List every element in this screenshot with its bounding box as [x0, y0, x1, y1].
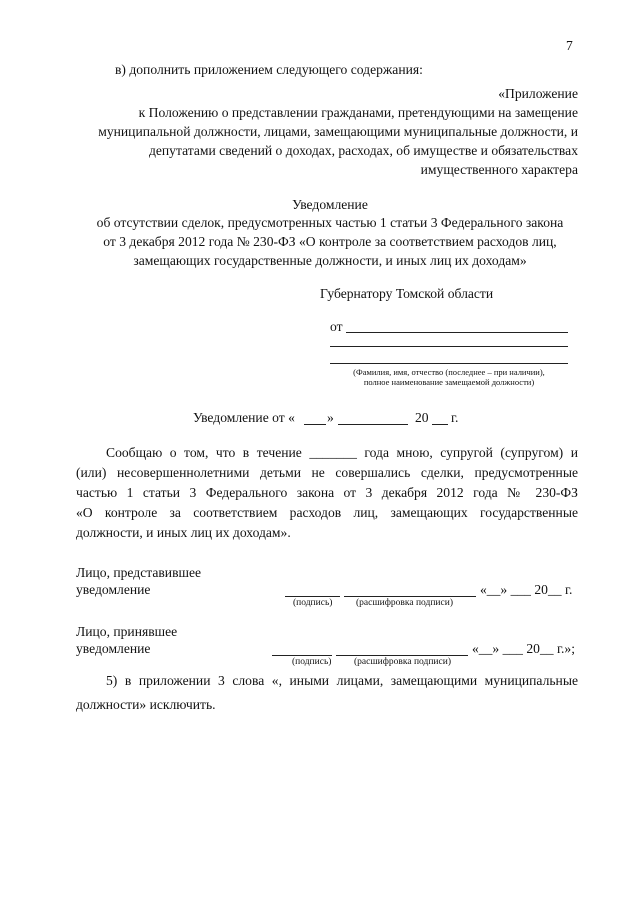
from-caption-line-1: (Фамилия, имя, отчество (последнее – при наличии),	[353, 367, 545, 377]
appendix-header-line-1: «Приложение	[498, 86, 578, 101]
body-line-3: частью 1 статьи 3 Федерального закона от 3 декабря 2012 года № 230-ФЗ	[76, 485, 578, 500]
sign2-label-line-2: уведомление	[76, 641, 151, 656]
final-line-1: 5) в приложении 3 слова «, иными лицами, замещающими муниципальные	[106, 673, 578, 688]
sign1-decoding-line	[344, 596, 476, 597]
addressee: Губернатору Томской области	[320, 286, 494, 301]
from-fill-line-3	[330, 363, 568, 364]
from-fill-line-1	[346, 332, 568, 333]
sign1-label-line-2: уведомление	[76, 582, 151, 597]
sign2-caption-decoding: (расшифровка подписи)	[354, 657, 451, 667]
sign1-caption-signature: (подпись)	[293, 598, 333, 608]
body-line-2: (или) несовершеннолетними детьми не совершались сделки, предусмотренные	[76, 465, 578, 480]
document-title: Уведомление	[292, 197, 368, 212]
sign1-caption-decoding: (расшифровка подписи)	[356, 598, 453, 608]
appendix-header-line-3: муниципальной должности, лицами, замещающими муниципальные должности, и	[98, 124, 578, 139]
body-line-5: должности, и иных лиц их доходам».	[76, 525, 291, 540]
notice-year-label: 20	[415, 410, 429, 425]
notice-year-blank	[432, 424, 448, 425]
body-line-4: «О контроле за соответствием расходов лиц, замещающих государственные	[76, 505, 578, 520]
appendix-header-line-5: имущественного характера	[420, 162, 578, 177]
sign2-label-line-1: Лицо, принявшее	[76, 624, 178, 639]
notice-date-close-quote: »	[327, 410, 334, 425]
document-subtitle-line-1: об отсутствии сделок, предусмотренных частью 1 статьи 3 Федерального закона	[96, 215, 564, 230]
from-fill-line-2	[330, 346, 568, 347]
sign2-decoding-line	[336, 655, 468, 656]
page-number: 7	[566, 38, 573, 53]
notice-year-suffix: г.	[451, 410, 459, 425]
document-subtitle-line-3: замещающих государственные должности, и иных лиц их доходам»	[133, 253, 527, 268]
notice-date-prefix: Уведомление от «	[193, 410, 295, 425]
sign2-signature-line	[272, 655, 332, 656]
sign2-caption-signature: (подпись)	[292, 657, 332, 667]
notice-month-blank	[338, 424, 408, 425]
body-line-1: Сообщаю о том, что в течение _______ года мною, супругой (супругом) и	[106, 445, 578, 460]
sign1-date: «__» ___ 20__ г.	[480, 582, 573, 597]
appendix-header-line-2: к Положению о представлении гражданами, претендующими на замещение	[138, 105, 578, 120]
document-subtitle-line-2: от 3 декабря 2012 года № 230-ФЗ «О контроле за соответствием расходов лиц,	[103, 234, 557, 249]
appendix-header-line-4: депутатами сведений о доходах, расходах, об имуществе и обязательствах	[148, 143, 578, 158]
notice-day-blank	[304, 424, 326, 425]
from-label: от	[330, 319, 343, 334]
sign1-label-line-1: Лицо, представившее	[76, 565, 202, 580]
sign2-date: «__» ___ 20__ г.»;	[472, 641, 575, 656]
from-caption-line-2: полное наименование замещаемой должности)	[363, 377, 535, 387]
sign1-signature-line	[285, 596, 340, 597]
intro-line: в) дополнить приложением следующего содержания:	[115, 62, 423, 77]
final-line-2: должности» исключить.	[76, 697, 216, 712]
